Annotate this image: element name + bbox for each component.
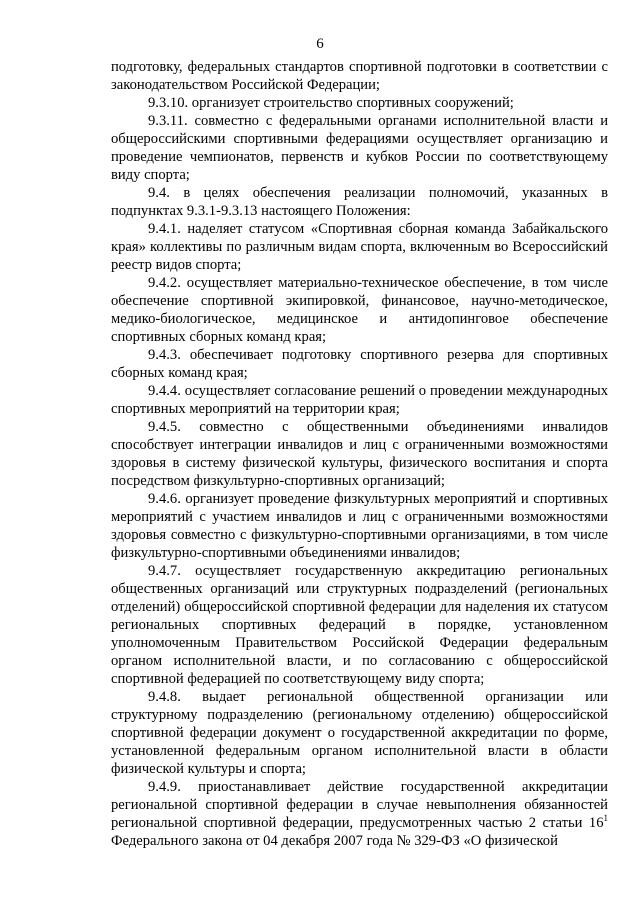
document-body — [111, 58, 608, 850]
paragraph-9-4-1: 9.4.1. наделяет статусом «Спортивная сборная команда Забайкальского края» коллективы по различным видам спорта, включенным во Всероссийский реестр видов спорта; — [111, 221, 608, 273]
paragraph-9-4-6: 9.4.6. организует проведение физкультурных мероприятий и спортивных мероприятий с участием инвалидов и лиц с ограниченными возможностями здоровья совместно с физкультурно-спортивными организациями, в том числе физкультурно-спортивными объединениями инвалидов; — [111, 491, 608, 561]
paragraph-9-4-4: 9.4.4. осуществляет согласование решений о проведении международных спортивных мероприятий на территории края; — [111, 383, 608, 417]
paragraph-9-3-10: 9.3.10. организует строительство спортивных сооружений; — [148, 95, 514, 111]
paragraph-9-4-7: 9.4.7. осуществляет государственную аккредитацию региональных общественных организаций или структурных подразделений (региональных отделений) общероссийской спортивной федерации для наделения их статусом региональных спортивных федераций в порядке, установленном уполномоченным Правительством Российской Федерации федеральным органом исполнительной власти, и по согласованию с общероссийской спортивной федерацией по соответствующему виду спорта; — [111, 563, 608, 687]
paragraph-9-4-9-text-before: 9.4.9. приостанавливает действие государственной аккредитации региональной спортивной федерации в случае невыполнения обязанностей региональной спортивной федерации, предусмотренных частью 2 статьи 16 — [111, 779, 608, 831]
paragraph-continuation: подготовку, федеральных стандартов спортивной подготовки в соответствии с законодательством Российской Федерации; — [111, 59, 608, 93]
paragraph-9-4-5: 9.4.5. совместно с общественными объединениями инвалидов способствует интеграции инвалидов и лиц с ограниченными возможностями здоровья в систему физической культуры, физического воспитания и спорта посредством физкультурно-спортивных организаций; — [111, 419, 608, 489]
paragraph-9-3-11: 9.3.11. совместно с федеральными органами исполнительной власти и общероссийскими спортивными федерациями осуществляет организацию и проведение чемпионатов, первенств и кубков России по соответствующему виду спорта; — [111, 113, 608, 183]
paragraph-9-4: 9.4. в целях обеспечения реализации полномочий, указанных в подпунктах 9.3.1-9.3.13 настоящего Положения: — [111, 185, 608, 219]
paragraph-9-4-2: 9.4.2. осуществляет материально-техническое обеспечение, в том числе обеспечение спортивной экипировкой, финансовое, научно-методическое, медико-биологическое, медицинское и антидопинговое обеспечение спортивных сборных команд края; — [111, 275, 608, 345]
paragraph-9-4-3: 9.4.3. обеспечивает подготовку спортивного резерва для спортивных сборных команд края; — [111, 347, 608, 381]
page-number: 6 — [316, 36, 324, 52]
footnote-superscript: 1 — [603, 813, 608, 823]
paragraph-9-4-9-text-after: Федерального закона от 04 декабря 2007 года № 329-ФЗ «О физической — [111, 833, 558, 849]
paragraph-9-4-9 — [111, 778, 608, 850]
paragraph-9-4-8: 9.4.8. выдает региональной общественной организации или структурному подразделению (региональному отделению) общероссийской спортивной федерации документ о государственной аккредитации по форме, установленной федеральным органом исполнительной власти в области физической культуры и спорта; — [111, 689, 608, 777]
